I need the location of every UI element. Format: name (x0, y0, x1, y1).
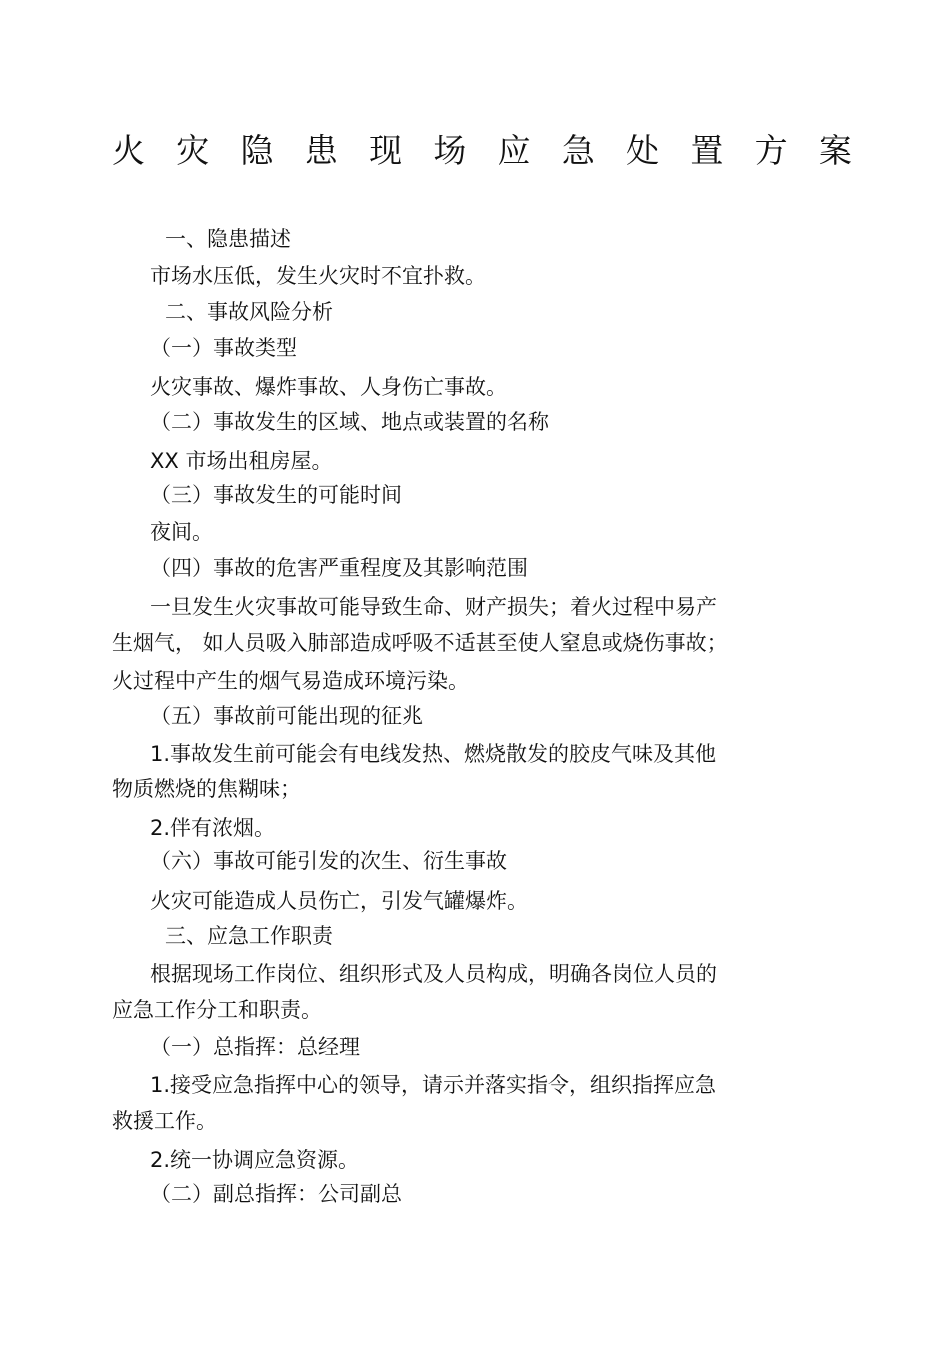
paragraph-line: 2.伴有浓烟。 (150, 816, 276, 840)
title-char: 急 (561, 131, 595, 170)
title-char: 隐 (240, 131, 274, 170)
paragraph-line: 救援工作。 (112, 1109, 217, 1133)
paragraph-line: 2.统一协调应急资源。 (150, 1148, 360, 1172)
paragraph-line: 火灾可能造成人员伤亡，引发气罐爆炸。 (150, 889, 528, 913)
title-char: 方 (754, 131, 788, 170)
subsection-heading: （一）总指挥：总经理 (150, 1035, 360, 1059)
subsection-heading: （二）副总指挥：公司副总 (150, 1182, 402, 1206)
title-char: 应 (497, 131, 531, 170)
document-title (112, 126, 852, 176)
subsection-heading: （四）事故的危害严重程度及其影响范围 (150, 556, 528, 580)
paragraph-line: 市场水压低，发生火灾时不宜扑救。 (150, 264, 486, 288)
section-heading-hazard-description: 一、隐患描述 (165, 227, 291, 251)
title-char: 患 (304, 131, 338, 170)
section-heading-emergency-duties: 三、应急工作职责 (165, 924, 333, 948)
paragraph-line: 根据现场工作岗位、组织形式及人员构成，明确各岗位人员的 (150, 962, 717, 986)
title-char: 灾 (176, 131, 210, 170)
title-char: 场 (433, 131, 467, 170)
subsection-heading: （二）事故发生的区域、地点或装置的名称 (150, 410, 549, 434)
paragraph-line: 火过程中产生的烟气易造成环境污染。 (112, 669, 469, 693)
subsection-heading: （一）事故类型 (150, 336, 297, 360)
paragraph-line: 1.接受应急指挥中心的领导，请示并落实指令，组织指挥应急 (150, 1073, 717, 1097)
title-char: 火 (112, 131, 145, 170)
title-char: 处 (626, 131, 660, 170)
paragraph-line: 应急工作分工和职责。 (112, 998, 322, 1022)
paragraph-line: 一旦发生火灾事故可能导致生命、财产损失；着火过程中易产 (150, 595, 717, 619)
paragraph-line: 物质燃烧的焦糊味； (112, 777, 301, 801)
subsection-heading: （六）事故可能引发的次生、衍生事故 (150, 849, 507, 873)
section-heading-risk-analysis: 二、事故风险分析 (165, 300, 333, 324)
title-char: 案 (818, 131, 852, 170)
subsection-heading: （五）事故前可能出现的征兆 (150, 704, 423, 728)
title-char: 现 (369, 131, 403, 170)
subsection-heading: （三）事故发生的可能时间 (150, 483, 402, 507)
paragraph-line: 火灾事故、爆炸事故、人身伤亡事故。 (150, 375, 507, 399)
paragraph-line: 生烟气， 如人员吸入肺部造成呼吸不适甚至使人窒息或烧伤事故； (112, 631, 728, 655)
paragraph-line: 1.事故发生前可能会有电线发热、燃烧散发的胶皮气味及其他 (150, 742, 717, 766)
title-char: 置 (690, 131, 724, 170)
paragraph-line: 夜间。 (150, 520, 213, 544)
paragraph-line: XX 市场出租房屋。 (150, 449, 333, 473)
